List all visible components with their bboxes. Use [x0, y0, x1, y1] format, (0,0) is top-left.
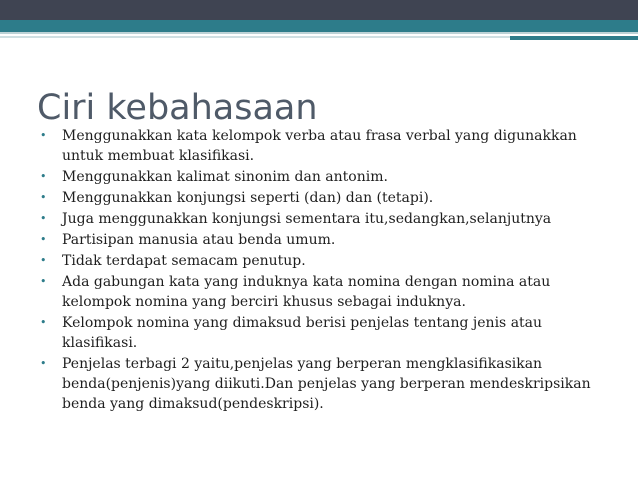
bullet-icon: • — [40, 191, 47, 204]
bullet-text: Menggunakkan kalimat sinonim dan antonim. — [62, 169, 388, 185]
header-band-dark — [0, 0, 638, 20]
bullet-icon: • — [40, 212, 47, 225]
bullet-icon: • — [40, 129, 47, 142]
header-accent-bar — [510, 36, 638, 40]
bullet-item — [40, 272, 620, 312]
bullet-text: Menggunakkan konjungsi seperti (dan) dan (tetapi). — [62, 190, 434, 206]
bullet-list — [40, 126, 620, 415]
header-band-teal — [0, 20, 638, 32]
bullet-icon: • — [40, 275, 47, 288]
bullet-text: Partisipan manusia atau benda umum. — [62, 232, 336, 248]
bullet-item — [40, 209, 620, 229]
bullet-text: Menggunakkan kata kelompok verba atau frasa verbal yang digunakkan untuk membuat klasifikasi. — [62, 128, 577, 164]
bullet-text: Kelompok nomina yang dimaksud berisi penjelas tentang jenis atau klasifikasi. — [62, 315, 543, 351]
bullet-text: Penjelas terbagi 2 yaitu,penjelas yang berperan mengklasifikasikan benda(penjenis)yang diikuti.Dan penjelas yang berperan mendeskripsikan benda yang dimaksud(pendeskripsi). — [62, 356, 591, 412]
bullet-icon: • — [40, 316, 47, 329]
bullet-icon: • — [40, 170, 47, 183]
bullet-text: Tidak terdapat semacam penutup. — [62, 253, 306, 269]
slide-title: Ciri kebahasaan — [37, 88, 318, 128]
bullet-icon: • — [40, 357, 47, 370]
bullet-text: Ada gabungan kata yang induknya kata nomina dengan nomina atau kelompok nomina yang berciri khusus sebagai induknya. — [62, 274, 551, 310]
bullet-item — [40, 313, 620, 353]
bullet-item — [40, 230, 620, 250]
bullet-item — [40, 354, 620, 414]
bullet-icon: • — [40, 233, 47, 246]
bullet-item — [40, 188, 620, 208]
bullet-item — [40, 126, 620, 166]
bullet-item — [40, 167, 620, 187]
bullet-item — [40, 251, 620, 271]
bullet-text: Juga menggunakkan konjungsi sementara itu,sedangkan,selanjutnya — [62, 211, 552, 227]
bullet-icon: • — [40, 254, 47, 267]
